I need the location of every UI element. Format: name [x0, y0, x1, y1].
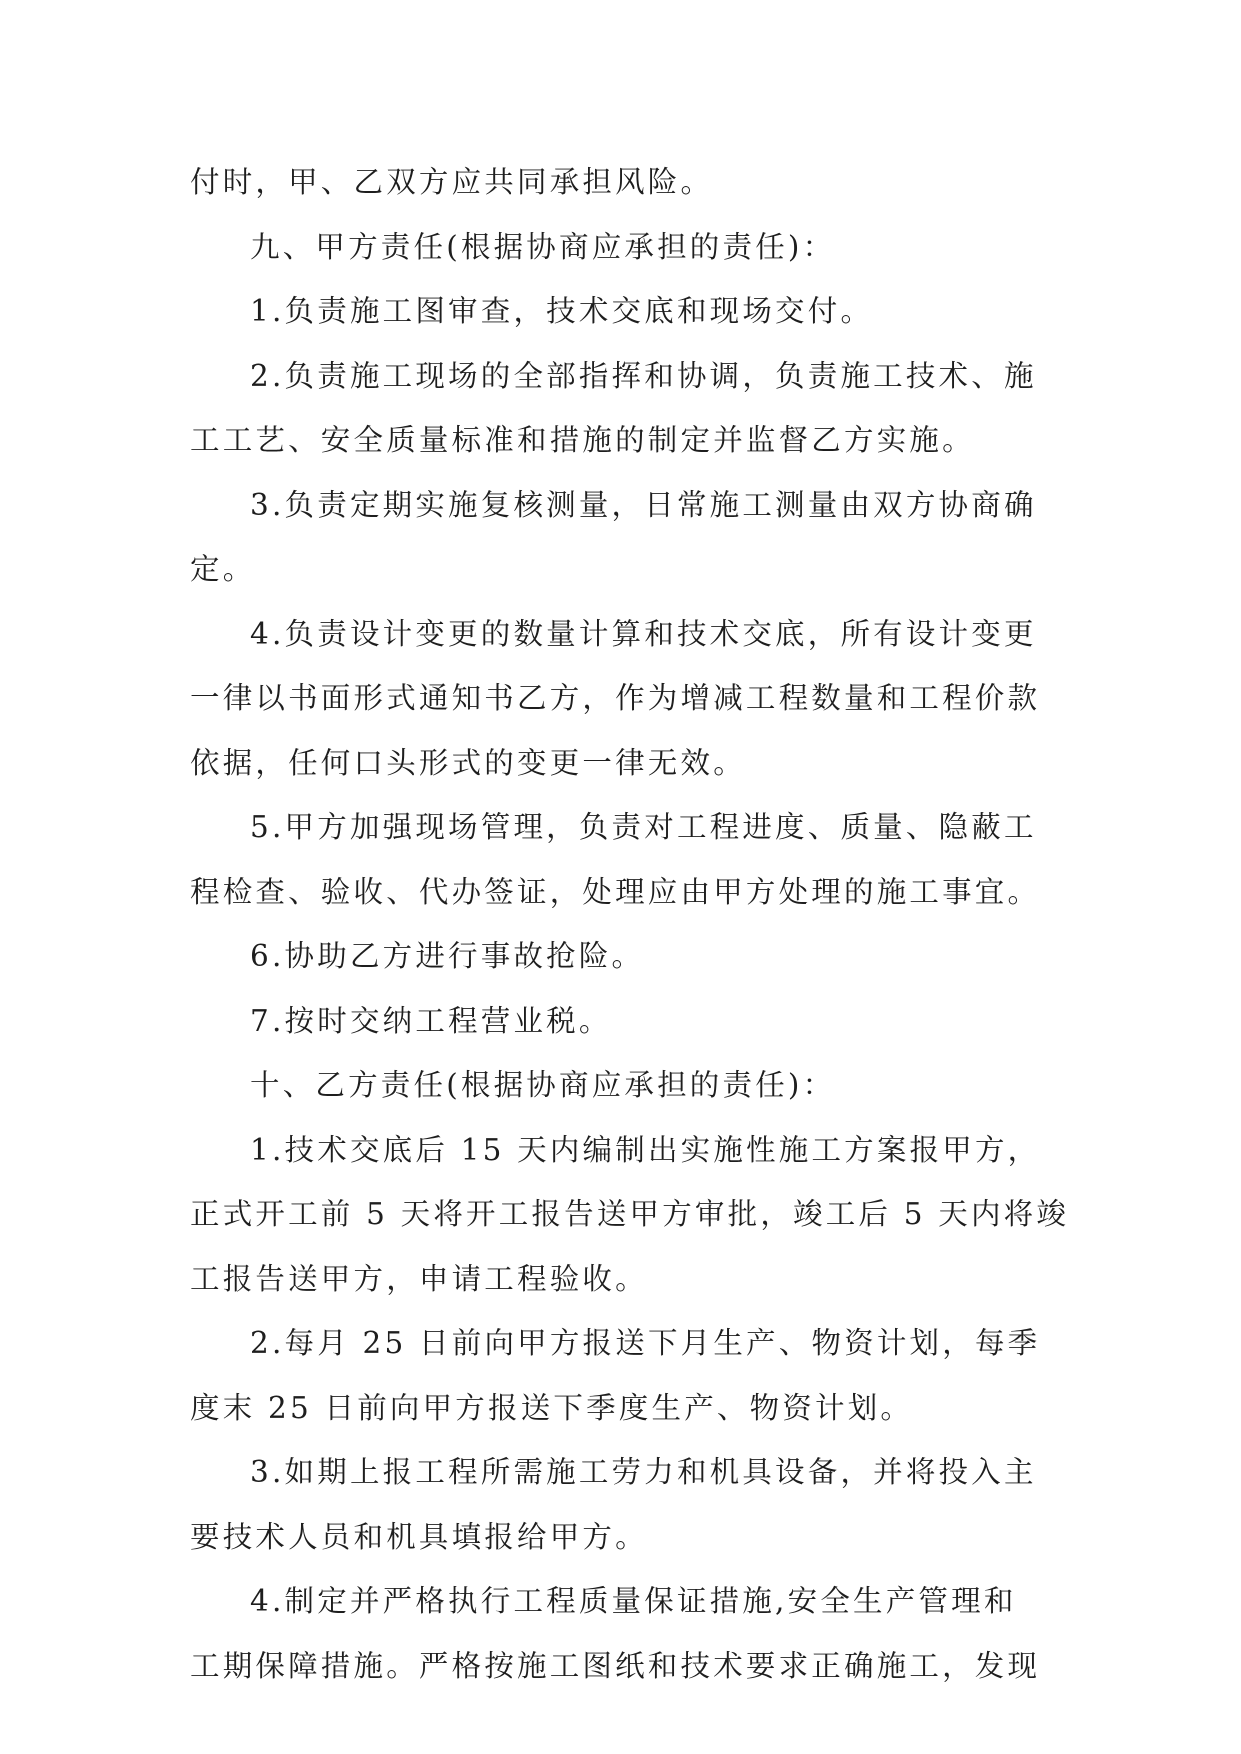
paragraph-line: 工期保障措施。严格按施工图纸和技术要求正确施工，发现 [190, 1649, 1041, 1683]
paragraph-line: 正式开工前 5 天将开工报告送甲方审批，竣工后 5 天内将竣 [190, 1197, 1070, 1231]
paragraph-line: 度末 25 日前向甲方报送下季度生产、物资计划。 [190, 1391, 914, 1425]
list-item: 4.负责设计变更的数量计算和技术交底，所有设计变更 [250, 617, 1037, 651]
list-item: 1.负责施工图审查，技术交底和现场交付。 [250, 294, 874, 328]
list-item: 3.负责定期实施复核测量，日常施工测量由双方协商确 [250, 488, 1037, 522]
paragraph-line: 工工艺、安全质量标准和措施的制定并监督乙方实施。 [190, 423, 975, 457]
list-item: 6.协助乙方进行事故抢险。 [250, 939, 645, 973]
list-item: 2.负责施工现场的全部指挥和协调，负责施工技术、施 [250, 359, 1037, 393]
section-heading: 十、乙方责任(根据协商应承担的责任)： [250, 1068, 836, 1102]
list-item: 5.甲方加强现场管理，负责对工程进度、质量、隐蔽工 [250, 810, 1037, 844]
paragraph-line: 依据，任何口头形式的变更一律无效。 [190, 746, 746, 780]
paragraph-line: 工报告送甲方，申请工程验收。 [190, 1262, 648, 1296]
list-item: 3.如期上报工程所需施工劳力和机具设备，并将投入主 [250, 1455, 1037, 1489]
list-item: 1.技术交底后 15 天内编制出实施性施工方案报甲方， [250, 1133, 1041, 1167]
list-item: 7.按时交纳工程营业税。 [250, 1004, 612, 1038]
list-item: 2.每月 25 日前向甲方报送下月生产、物资计划，每季 [250, 1326, 1041, 1360]
paragraph-line: 一律以书面形式通知书乙方，作为增减工程数量和工程价款 [190, 681, 1041, 715]
list-item: 4.制定并严格执行工程质量保证措施,安全生产管理和 [250, 1584, 1017, 1618]
paragraph-line: 要技术人员和机具填报给甲方。 [190, 1520, 648, 1554]
paragraph-line: 程检查、验收、代办签证，处理应由甲方处理的施工事宜。 [190, 875, 1041, 909]
paragraph-line: 付时，甲、乙双方应共同承担风险。 [190, 165, 714, 199]
paragraph-line: 定。 [190, 552, 256, 586]
section-heading: 九、甲方责任(根据协商应承担的责任)： [250, 230, 836, 264]
